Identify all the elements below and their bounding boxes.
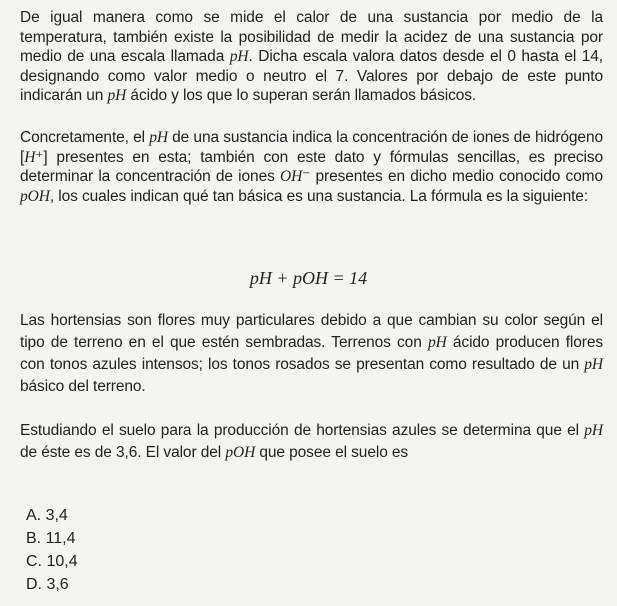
ph-term: pH — [584, 422, 603, 439]
ph-term: pH — [427, 334, 447, 351]
concept-paragraph — [20, 128, 603, 206]
option-b[interactable]: B. 11,4 — [26, 530, 76, 547]
text-segment: Estudiando el suelo para la producción de hortensias azules se determina que el — [20, 422, 585, 439]
question-paragraph — [20, 420, 603, 464]
hydrangea-paragraph — [20, 310, 603, 398]
option-c[interactable]: C. 10,4 — [26, 553, 78, 570]
answer-options — [26, 504, 78, 596]
text-segment: de una sustancia indica la concentración de iones de hidrógeno [ — [20, 129, 603, 166]
text-segment: de éste es de 3,6. El valor del — [20, 444, 226, 461]
text-segment: . Dicha escala valora datos desde el 0 hasta el 14, designando como valor medio o neutro el 7. Valores por debajo de este punto indicarán un — [20, 48, 603, 104]
text-segment: , los cuales indican qué tan básica es una sustancia. La fórmula es la siguiente: — [49, 187, 589, 205]
option-a[interactable]: A. 3,4 — [26, 507, 68, 524]
text-segment: Las hortensias son flores muy particulares debido a que cambian su color según el tipo de terreno en el que estén sembradas. Terrenos con — [20, 312, 603, 351]
ph-term: pH — [107, 87, 127, 104]
ph-term: pH — [584, 356, 603, 373]
ph-term: pH — [229, 48, 249, 65]
ph-term: pH — [149, 129, 168, 146]
intro-paragraph — [20, 8, 603, 106]
text-segment: ácido y los que lo superan serán llamados básicos. — [126, 87, 477, 104]
text-segment: De igual manera como se mide el calor de una sustancia por medio de la temperatura, también existe la posibilidad de medir la acidez de una sustancia por medio de una escala llamada — [20, 9, 603, 65]
text-segment: presentes en dicho medio conocido como — [310, 168, 603, 185]
hydroxide-ion-term: OH⁻ — [280, 168, 311, 185]
text-segment: Concretamente, el — [20, 129, 150, 146]
ph-formula: pH + pOH = 14 — [249, 268, 368, 288]
text-segment: ácido producen flores con tonos azules intensos; los tonos rosados se presentan como resultado de un — [20, 334, 604, 373]
option-d[interactable]: D. 3,6 — [26, 576, 69, 593]
text-segment: ] presentes en esta; también con este dato y fórmulas sencillas, es preciso determinar la concentración de iones — [20, 148, 603, 185]
text-segment: que posee el suelo es — [255, 444, 409, 461]
poh-term: pOH — [20, 187, 50, 205]
poh-term: pOH — [225, 444, 256, 461]
text-segment: básico del terreno. — [20, 378, 146, 395]
hydrogen-ion-term: H⁺ — [24, 148, 44, 166]
